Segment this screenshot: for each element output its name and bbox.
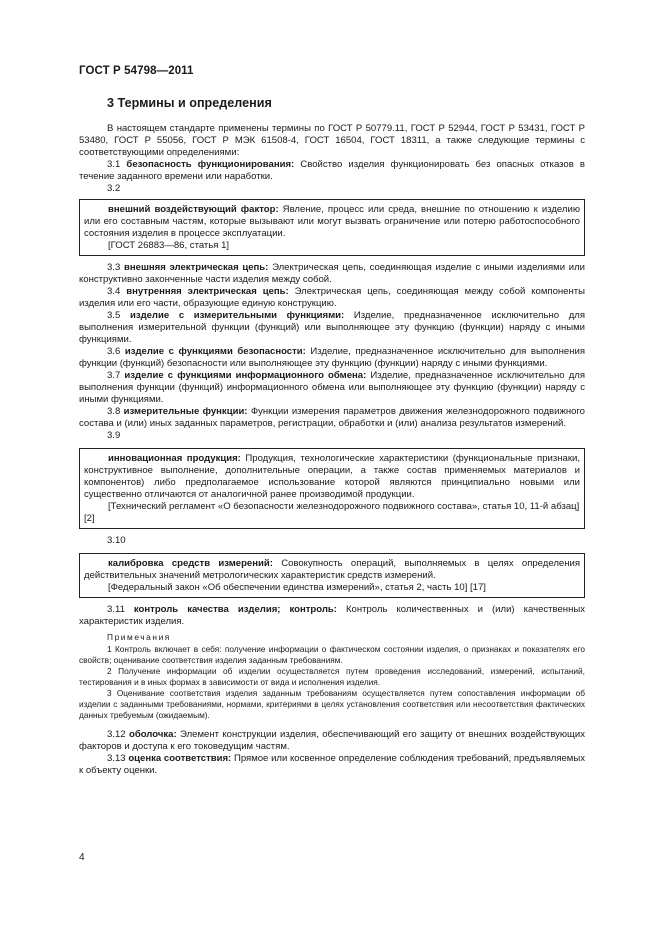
- term-definition: Свойство изделия функционировать без опасных отказов в течение заданного времени или наработки.: [79, 159, 586, 182]
- notes-block: [79, 632, 585, 721]
- term-definition: Изделие, предназначенное исключительно для выполнения измерительной функции (функций) или выполняющее эту функцию (функции) наряду с иными функциями.: [79, 310, 586, 345]
- term-name: калибровка средств измерений:: [108, 558, 273, 569]
- document-code: ГОСТ Р 54798—2011: [79, 65, 194, 77]
- term-3-10-number: 3.10: [107, 535, 126, 546]
- term-name: внешний воздействующий фактор:: [108, 204, 279, 215]
- term-definition: Электрическая цепь, соединяющая изделие с иными изделиями или конструктивно законченные части изделия между собой.: [79, 262, 585, 285]
- term-definition: Совокупность операций, выполняемых в целях определения действительных значений метрологических характеристик средств измерений.: [84, 558, 580, 581]
- term-3-3: 3.3 внешняя электрическая цепь: Электрическая цепь, соединяющая изделие с иными изделиями или конструктивно законченные части изделия между собой.: [79, 262, 585, 285]
- term-name: изделие с измерительными функциями:: [129, 310, 345, 321]
- document-body: [79, 123, 585, 777]
- note-item: 2 Получение информации об изделии осуществляется путем проведения исследований, измерений, испытаний, тестирования и в иных формах в зависимости от вида и исполнения изделия.: [79, 666, 585, 687]
- section-title: 3 Термины и определения: [107, 96, 272, 110]
- term-3-2: [84, 204, 580, 240]
- term-name: безопасность функционирования:: [126, 159, 295, 170]
- term-definition: Явление, процесс или среда, внешние по отношению к изделию или его составным частям, которые вызывают или могут вызвать ограничение или потерю работоспособного состояния изделия в процессе эксплуатации.: [84, 204, 580, 239]
- term-3-6: 3.6 изделие с функциями безопасности: Изделие, предназначенное исключительно для выполнения функции (функций) безопасности или выполняющее эту функцию (функции) наряду с иными функциями.: [79, 346, 585, 369]
- term-3-8: 3.8 измерительные функции: Функции измерения параметров движения железнодорожного подвижного состава и (или) иных заданных параметров, регистрации, обработки и (или) анализа результатов измерений.: [79, 406, 585, 429]
- term-name: внешняя электрическая цепь:: [124, 262, 269, 273]
- term-definition: Изделие, предназначенное исключительно для выполнения функции (функций) информационного обмена или выполняющее эту функцию (функции) наряду с иными функциями.: [79, 370, 585, 405]
- term-3-2-box: [79, 199, 585, 256]
- term-source: [Федеральный закон «Об обеспечении единства измерений», статья 2, часть 10] [17]: [108, 582, 486, 593]
- term-3-5: 3.5 изделие с измерительными функциями: Изделие, предназначенное исключительно для выполнения измерительной функции (функций) или выполняющее эту функцию (функции) наряду с иными функциями.: [79, 310, 586, 345]
- term-3-11: 3.11 контроль качества изделия; контроль: Контроль количественных и (или) качественных характеристик изделия.: [79, 604, 585, 627]
- term-3-9-number: 3.9: [107, 430, 121, 441]
- term-definition: Контроль количественных и (или) качественных характеристик изделия.: [79, 604, 585, 627]
- term-name: оболочка:: [128, 729, 177, 740]
- note-item: 1 Контроль включает в себя: получение информации о фактическом состоянии изделия, о признаках и показателях его свойств; оценивание соответствия изделия заданным требованиям.: [79, 644, 585, 665]
- term-name: контроль качества изделия; контроль:: [133, 604, 337, 615]
- term-3-10: [84, 558, 580, 582]
- term-name: внутренняя электрическая цепь:: [126, 286, 289, 297]
- term-definition: Продукция, технологические характеристики (функциональные признаки, конструктивное выполнение, дополнительные операции, а также состав применяемых материалов и компонентов) либо предполагаемое использование которой являются принципиально новыми или существенно отличаются от аналогичной ранее производимой продукции.: [84, 453, 580, 500]
- term-3-9-box: [79, 448, 585, 529]
- page-number: 4: [79, 852, 85, 863]
- term-3-1: 3.1 безопасность функционирования: Свойство изделия функционировать без опасных отказов в течение заданного времени или наработки.: [79, 159, 586, 182]
- term-definition: Элемент конструкции изделия, обеспечивающий его защиту от внешних воздействующих факторов и доступа к его токоведущим частям.: [79, 729, 585, 752]
- term-name: инновационная продукция:: [108, 453, 241, 464]
- note-item: 3 Оценивание соответствия изделия заданным требованиям осуществляется путем сопоставления информации об изделии с заданными требованиями, нормами, критериями в целях установления соответствия или несоответствия фактических данных требуемым (ожидаемым).: [79, 688, 585, 720]
- term-3-12: 3.12 оболочка: Элемент конструкции изделия, обеспечивающий его защиту от внешних воздействующих факторов и доступа к его токоведущим частям.: [79, 729, 585, 752]
- term-3-2-number: 3.2: [107, 183, 121, 194]
- term-source: [ГОСТ 26883—86, статья 1]: [108, 240, 230, 251]
- term-3-7: 3.7 изделие с функциями информационного обмена: Изделие, предназначенное исключительно для выполнения функции (функций) информационного обмена или выполняющее эту функцию (функции) наряду с иными функциями.: [79, 370, 585, 405]
- term-3-4: 3.4 внутренняя электрическая цепь: Электрическая цепь, соединяющая между собой компоненты изделия или его части, образующие единую конструкцию.: [79, 286, 585, 309]
- term-name: оценка соответствия:: [128, 753, 232, 764]
- term-3-9: [84, 453, 580, 501]
- intro-paragraph: В настоящем стандарте применены термины по ГОСТ Р 50779.11, ГОСТ Р 52944, ГОСТ Р 53431, ГОСТ Р 53480, ГОСТ Р 55056, ГОСТ Р МЭК 61508-4, ГОСТ 16504, ГОСТ 18311, а также следующие термины с соответствующими определениями:: [79, 123, 585, 158]
- term-definition: Функции измерения параметров движения железнодорожного подвижного состава и (или) иных заданных параметров, регистрации, обработки и (или) анализа результатов измерений.: [79, 406, 585, 429]
- term-definition: Электрическая цепь, соединяющая между собой компоненты изделия или его части, образующие единую конструкцию.: [79, 286, 585, 309]
- term-name: измерительные функции:: [123, 406, 248, 417]
- term-3-10-box: [79, 553, 585, 598]
- term-name: изделие с функциями безопасности:: [124, 346, 306, 357]
- term-definition: Прямое или косвенное определение соблюдения требований, предъявляемых к объекту оценки.: [79, 753, 585, 776]
- term-definition: Изделие, предназначенное исключительно для выполнения функции (функций) безопасности или выполняющее эту функцию (функции) наряду с иными функциями.: [79, 346, 585, 369]
- term-source: [Технический регламент «О безопасности железнодорожного подвижного состава», статья 10, 11-й абзац] [2]: [84, 501, 580, 524]
- notes-title: Примечания: [107, 632, 171, 642]
- term-3-13: 3.13 оценка соответствия: Прямое или косвенное определение соблюдения требований, предъявляемых к объекту оценки.: [79, 753, 585, 776]
- term-name: изделие с функциями информационного обмена:: [124, 370, 367, 381]
